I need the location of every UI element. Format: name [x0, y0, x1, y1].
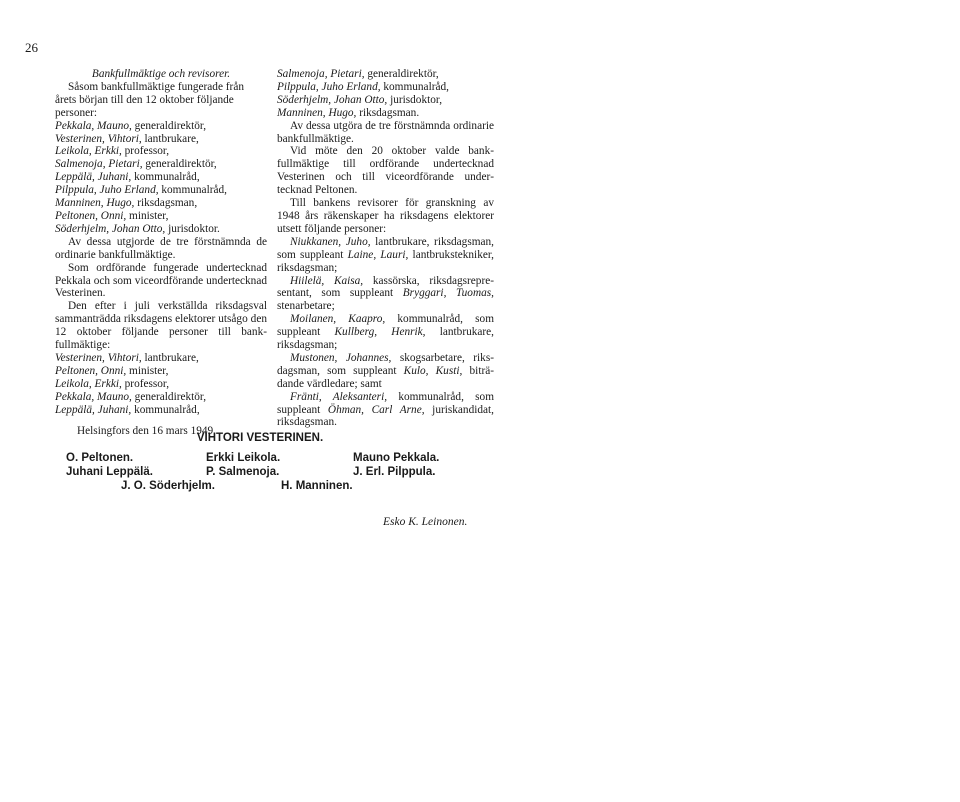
suppleant-title: juriskandidat, riksdagsman. [277, 403, 494, 429]
member-title: generaldirektör, [131, 390, 207, 403]
paragraph: Av dessa utgöra de tre förstnämnda ordinarie bankfullmäktige. [277, 119, 494, 145]
auditor-entry [277, 236, 494, 275]
auditor-entry [277, 313, 494, 352]
intro-line: Såsom bankfullmäktige fungerade från [68, 80, 244, 93]
member-name: Salmenoja, Pietari, [55, 158, 143, 171]
members-list-1 [55, 120, 267, 236]
member-title: generaldirektör, [131, 119, 207, 132]
member-name: Leppälä, Juhani, [55, 171, 132, 184]
member-title: lantbrukare, [141, 351, 199, 364]
member-entry [55, 158, 267, 171]
member-entry [55, 184, 267, 197]
chair-signature: VIHTORI VESTERINEN. [196, 432, 324, 444]
signature: P. Salmenoja. [206, 466, 280, 478]
member-entry [55, 133, 267, 146]
member-title: riksdagsman, [134, 197, 198, 210]
auditor-title: skogsarbetare, riksdagsman, som suppleant [277, 351, 494, 377]
member-name: Vesterinen, Vihtori, [55, 351, 142, 364]
member-entry [55, 352, 267, 365]
member-title: professor, [121, 377, 170, 390]
suppleant-title: lantbrukare, riksdagsman; [277, 326, 494, 352]
intro-line: årets början till den 12 oktober följande [55, 93, 234, 106]
member-title: kommunalråd, [158, 184, 227, 197]
member-name: Söderhjelm, Johan Otto, [55, 222, 166, 235]
member-entry [55, 365, 267, 378]
auditor-title: kommunalråd, som suppleant [277, 313, 494, 339]
auditor-name: Fränti, Aleksanteri, [290, 390, 388, 403]
paragraph: Av dessa utgjorde de tre förstnämnda de ordinarie bankfullmäktige. [55, 235, 267, 261]
suppleant-name: Laine, Lauri, [347, 248, 409, 261]
signature: Juhani Leppälä. [66, 466, 153, 478]
member-name: Vesterinen, Vihtori, [55, 132, 142, 145]
member-title: generaldirektör, [142, 158, 217, 171]
members-list-3 [277, 68, 494, 120]
member-title: minister, [126, 364, 169, 377]
signature: O. Peltonen. [66, 452, 134, 464]
intro-line: personer: [55, 106, 98, 119]
member-title: riksdagsman. [356, 106, 420, 119]
member-name: Pilppula, Juho Erland, [277, 80, 381, 93]
left-column [55, 68, 267, 438]
members-list-2 [55, 352, 267, 417]
member-entry [277, 68, 494, 81]
suppleant-title: biträdande värdledare; samt [277, 364, 494, 390]
member-name: Söderhjelm, Johan Otto, [277, 93, 388, 106]
auditor-name: Niukkanen, Juho, [290, 235, 371, 248]
paragraph: Som ordförande fungerade undertecknad Pekkala och som viceordförande undertecknad Vesterinen. [55, 261, 267, 300]
auditor-title: kassörska, riksdagsrepresentant, som suppleant [277, 274, 494, 300]
member-entry [55, 145, 267, 158]
member-entry [55, 391, 267, 404]
place-date: Helsingfors den 16 mars 1949. [77, 425, 216, 438]
right-column [277, 68, 494, 429]
auditors-list [277, 236, 494, 430]
signature: J. Erl. Pilppula. [353, 466, 436, 478]
signature: Mauno Pekkala. [353, 452, 440, 464]
member-entry [277, 94, 494, 107]
auditor-name: Hiilelä, Kaisa, [290, 274, 364, 287]
auditor-title: lantbrukare, riksdagsman, som suppleant [277, 235, 494, 261]
member-entry [55, 171, 267, 184]
paragraph: Den efter i juli verkställda riksdagsval sammanträdda riksdagens elektorer utsågo den 12 oktober följande personer till bankfullmäktige: [55, 300, 267, 352]
suppleant-title: stenarbetare; [277, 300, 335, 313]
member-name: Salmenoja, Pietari, [277, 68, 365, 80]
auditor-name: Moilanen, Kaapro, [290, 313, 386, 326]
signature: H. Manninen. [281, 480, 353, 492]
auditor-entry [277, 275, 494, 314]
signature: Erkki Leikola. [206, 452, 281, 464]
section-heading: Bankfullmäktige och revisorer. [91, 68, 231, 80]
member-name: Manninen, Hugo, [277, 106, 357, 119]
member-name: Leppälä, Juhani, [55, 403, 132, 416]
suppleant-name: Öhman, Carl Arne, [327, 403, 425, 416]
auditor-entry [277, 352, 494, 391]
member-title: lantbrukare, [141, 132, 199, 145]
editor-signature: Esko K. Leinonen. [383, 516, 468, 528]
page-number: 26 [25, 40, 38, 55]
member-name: Peltonen, Onni, [55, 364, 127, 377]
suppleant-title: lantbrukstekniker, riksdagsman; [277, 248, 494, 274]
member-name: Manninen, Hugo, [55, 197, 135, 210]
member-name: Pekkala, Mauno, [55, 119, 132, 132]
member-title: kommunalråd, [131, 403, 200, 416]
member-title: generaldirektör, [364, 68, 439, 80]
member-title: minister, [126, 209, 169, 222]
member-entry [277, 107, 494, 120]
suppleant-name: Kullberg, Henrik, [334, 326, 426, 339]
member-entry [55, 378, 267, 391]
member-title: jurisdoktor, [387, 93, 443, 106]
member-entry [55, 197, 267, 210]
member-title: kommunalråd, [380, 80, 449, 93]
member-name: Peltonen, Onni, [55, 209, 127, 222]
auditor-title: kommunalråd, som suppleant [277, 390, 494, 416]
auditor-name: Mustonen, Johannes, [290, 351, 392, 364]
member-title: kommunalråd, [131, 171, 200, 184]
signature: J. O. Söderhjelm. [121, 480, 215, 492]
suppleant-name: Kulo, Kusti, [403, 364, 463, 377]
paragraph: Till bankens revisorer för granskning av 1948 års räkenskaper ha riksdagens elektorer utsett följande personer: [277, 197, 494, 235]
member-name: Pilppula, Juho Erland, [55, 184, 159, 197]
member-name: Leikola, Erkki, [55, 145, 122, 158]
member-entry [55, 120, 267, 133]
member-name: Leikola, Erkki, [55, 377, 122, 390]
member-entry [55, 404, 267, 417]
paragraph: Vid möte den 20 oktober valde bankfullmäktige till ordförande undertecknad Vesterinen och till viceordförande undertecknad Peltonen. [277, 145, 494, 197]
member-entry [55, 210, 267, 223]
member-entry [55, 223, 267, 236]
member-title: professor, [121, 145, 170, 158]
member-name: Pekkala, Mauno, [55, 390, 132, 403]
member-title: jurisdoktor. [165, 222, 220, 235]
suppleant-name: Bryggari, Tuomas, [402, 287, 494, 300]
member-entry [277, 81, 494, 94]
auditor-entry [277, 391, 494, 430]
